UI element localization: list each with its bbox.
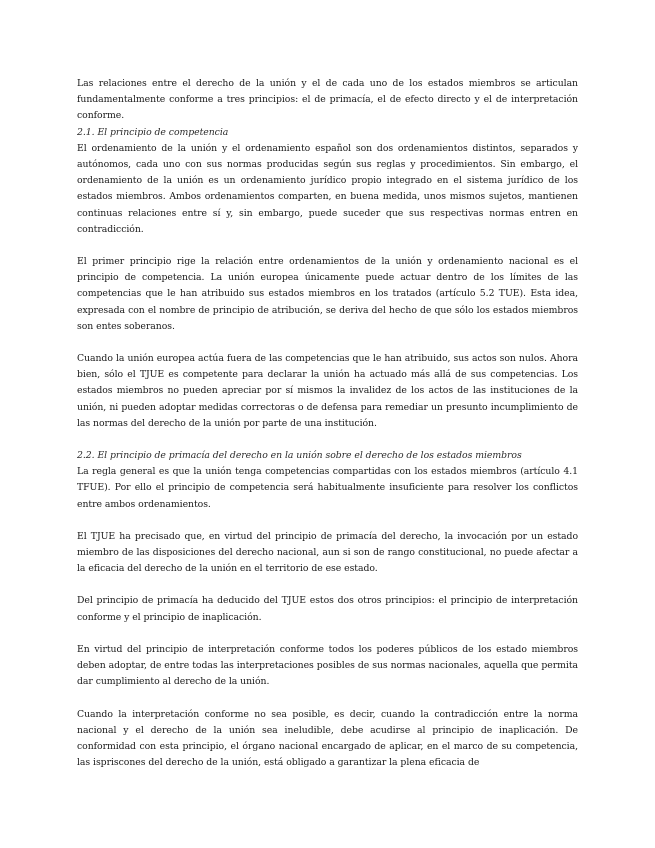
paragraph-tjue-primacia: El TJUE ha precisado que, en virtud del principio de primacía del derecho, la invocación por un estado miembro de las disposiciones del derecho nacional, aun si son de rango constitucional, no puede afectar a la eficacia del derecho de la unión en el territorio de ese estado. xyxy=(77,530,578,575)
paragraph-interpretacion-conforme: En virtud del principio de interpretación conforme todos los poderes públicos de los estado miembros deben adoptar, de entre todas las interpretaciones posibles de sus normas nacionales, aquella que permita dar cumplimiento al derecho de la unión. xyxy=(77,643,578,688)
paragraph-competencias-compartidas: La regla general es que la unión tenga competencias compartidas con los estados miembros (artículo 4.1 TFUE). Por ello el principio de competencia será habitualmente insuficiente para resolver los conflictos entre ambos ordenamientos. xyxy=(77,466,578,510)
intro-paragraph: Las relaciones entre el derecho de la unión y el de cada uno de los estados miembros se articulan fundamentalmente conforme a tres principios: el de primacía, el de efecto directo y el de interpretación conforme. xyxy=(77,78,578,122)
paragraph-principio-competencia: El primer principio rige la relación entre ordenamientos de la unión y ordenamiento nacional es el principio de competencia. La unión europea únicamente puede actuar dentro de los límites de las competencias que le han atribuido sus estados miembros en los tratados (artículo 5.2 TUE). Esta idea, expresada con el nombre de principio de atribución, se deriva del hecho de que sólo los estados miembros son entes soberanos. xyxy=(77,256,578,332)
paragraph-actos-nulos: Cuando la unión europea actúa fuera de las competencias que le han atribuido, sus actos son nulos. Ahora bien, sólo el TJUE es competente para declarar la unión ha actuado más allá de sus competencias. Los estados miembros no pueden apreciar por sí mismos la invalidez de los actos de las instituciones de la unión, ni pueden adoptar medidas correctoras o de defensa para remediar un presunto incumplimiento de las normas del derecho de la unión por parte de una institución. xyxy=(77,353,578,429)
document-body xyxy=(77,76,578,771)
section-heading-2-2: 2.2. El principio de primacía del derecho en la unión sobre el derecho de los estados miembros xyxy=(77,450,522,462)
section-heading-2-1: 2.1. El principio de competencia xyxy=(77,126,229,138)
paragraph-principios-deducidos: Del principio de primacía ha deducido del TJUE estos dos otros principios: el principio de interpretación conforme y el principio de inaplicación. xyxy=(77,595,578,623)
paragraph-inaplicacion: Cuando la interpretación conforme no sea posible, es decir, cuando la contradicción entre la norma nacional y el derecho de la unión sea ineludible, debe acudirse al principio de inaplicación. De conformidad con esta principio, el órgano nacional encargado de aplicar, en el marco de su competencia, las ispriscones del derecho de la unión, está obligado a garantizar la plena eficacia de xyxy=(77,708,578,769)
paragraph-ordenamientos: El ordenamiento de la unión y el ordenamiento español son dos ordenamientos distintos, separados y autónomos, cada uno con sus normas producidas según sus reglas y procedimientos. Sin embargo, el ordenamiento de la unión es un ordenamiento jurídico propio integrado en el sistema jurídico de los estados miembros. Ambos ordenamientos comparten, en buena medida, unos mismos sujetos, mantienen continuas relaciones entre sí y, sin embargo, puede suceder que sus respectivas normas entren en contradicción. xyxy=(77,142,578,235)
